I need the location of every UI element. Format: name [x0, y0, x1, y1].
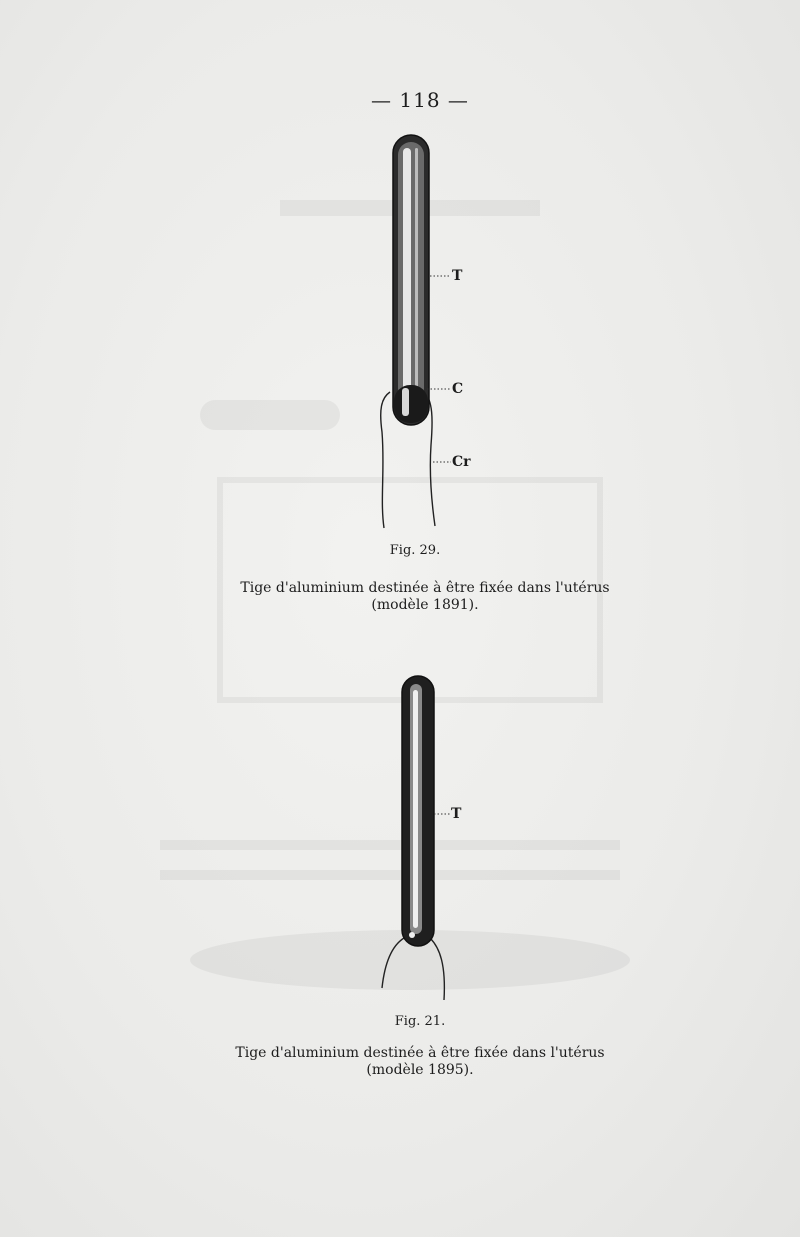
figure-1-caption-line1: Tige d'aluminium destinée à être fixée dans l'utérus	[240, 580, 610, 596]
figure-1-label: Fig. 29.	[389, 543, 441, 558]
finger-outline-2	[382, 938, 404, 988]
finger-outline-2-right	[430, 938, 444, 1000]
figure-2-drawing	[382, 676, 450, 1000]
finger-outline-1	[381, 392, 390, 528]
figure-2-caption-line2: (modèle 1895).	[366, 1062, 474, 1078]
marker-cr-1: Cr	[452, 454, 471, 470]
figure-1-caption-line2: (modèle 1891).	[371, 597, 479, 613]
figure-1-caption	[220, 580, 630, 614]
figure-2-label: Fig. 21.	[394, 1014, 446, 1029]
figure-2-caption	[215, 1045, 625, 1079]
figure-2-caption-line1: Tige d'aluminium destinée à être fixée dans l'utérus	[235, 1045, 605, 1061]
marker-t-2: T	[451, 806, 462, 822]
figure-1-drawing	[381, 135, 451, 528]
page-number: — 118 —	[371, 88, 469, 112]
marker-t-1: T	[452, 268, 463, 284]
rod-1-cap	[394, 385, 428, 423]
marker-c-1: C	[452, 381, 464, 397]
